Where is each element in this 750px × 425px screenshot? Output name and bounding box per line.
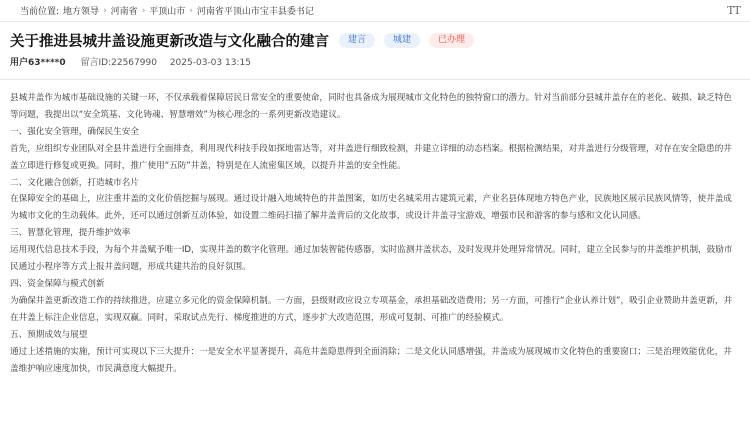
content-paragraph-intro: 县城井盖作为城市基础设施的关键一环，不仅承载着保障居民日常安全的重要使命，同时也具备成为展现城市文化特色的独特窗口的潜力。针对当前部分县城井盖存在的老化、破损、缺乏特色等问题，我提出以“安全筑基、文化铸魂、智慧增效”为核心理念的一系列更新改造建议。 (10, 93, 732, 120)
breadcrumb-separator: › (103, 5, 107, 16)
tag-urban-construction[interactable]: 城建 (384, 33, 420, 48)
content-paragraph-culture: 在保障安全的基础上，应注重井盖的文化价值挖掘与展现。通过设计融入地域特色的井盖图案，如历史名城采用古建筑元素，产业名县体现地方特色产业，民族地区展示民族风情等，使井盖成为城市文化的生动载体。此外，还可以通过创新互动体验，如设置二维码扫描了解井盖背后的文化故事，或设计井盖寻宝游戏，增强市民和游客的参与感和文化认同感。 (10, 194, 732, 222)
breadcrumb-separator: › (189, 5, 193, 16)
content-paragraph-funding: 为确保井盖更新改造工作的持续推进，应建立多元化的资金保障机制。一方面，县级财政应设立专项基金，承担基础改造费用；另一方面，可推行“企业认养计划”，吸引企业赞助井盖更新，并在井盖上标注企业信息，实现双赢。同时，采取试点先行、梯度推进的方式，逐步扩大改造范围，形成可复制、可推广的经验模式。 (10, 295, 733, 323)
section-heading-funding: 四、资金保障与模式创新 (10, 278, 105, 289)
post-date: 2025-03-03 13:15 (169, 58, 251, 68)
content-paragraph-safety: 首先，应组织专业团队对全县井盖进行全面排查，利用现代科技手段如探地雷达等，对井盖进行细致检测，并建立详细的动态档案。根据检测结果，对井盖进行分级管理，对存在安全隐患的井盖立即进行修复或更换。同时，推广使用“五防”井盖，特别是在人流密集区域，以提升井盖的安全性能。 (10, 143, 732, 171)
breadcrumb-item-baofeng-secretary[interactable]: 河南省平顶山市宝丰县委书记 (196, 7, 314, 17)
breadcrumb-item-henan[interactable]: 河南省 (110, 7, 138, 17)
post-content (0, 80, 750, 377)
section-heading-outlook: 五、预期成效与展望 (10, 329, 88, 340)
content-paragraph-outlook: 通过上述措施的实施，预计可实现以下三大提升：一是安全水平显著提升，高危井盖隐患得到全面消除；二是文化认同感增强，井盖成为展现城市文化特色的重要窗口；三是治理效能优化，井盖维护响应速度加快，市民满意度大幅提升。 (10, 346, 732, 374)
section-heading-safety: 一、强化安全管理，确保民生安全 (10, 126, 139, 137)
breadcrumb-label: 当前位置: (20, 7, 60, 17)
section-heading-smart: 三、智慧化管理，提升维护效率 (10, 228, 131, 239)
content-paragraph-smart: 运用现代信息技术手段，为每个井盖赋予唯一ID，实现井盖的数字化管理。通过加装智能传感器，实时监测井盖状态，及时发现并处理异常情况。同时，建立全民参与的井盖维护机制，鼓励市民通过小程序等方式上报井盖问题，形成共建共治的良好氛围。 (10, 245, 733, 273)
breadcrumb-item-pingdingshan[interactable]: 平顶山市 (149, 7, 186, 17)
section-heading-culture: 二、文化融合创新，打造城市名片 (10, 177, 139, 188)
status-badge: 已办理 (429, 33, 474, 48)
title-row (0, 22, 750, 51)
message-id: 留言ID:22567990 (80, 58, 157, 68)
breadcrumb-bar (0, 0, 750, 22)
breadcrumb-item-local-leaders[interactable]: 地方领导 (63, 7, 100, 17)
font-size-toggle-icon[interactable]: TT (727, 4, 740, 17)
breadcrumb-separator: › (141, 5, 146, 16)
tag-suggestion[interactable]: 建言 (339, 33, 375, 48)
page-title: 关于推进县城井盖设施更新改造与文化融合的建言 (10, 33, 329, 50)
author-name: 用户63****0 (10, 58, 66, 68)
post-meta (0, 51, 750, 69)
